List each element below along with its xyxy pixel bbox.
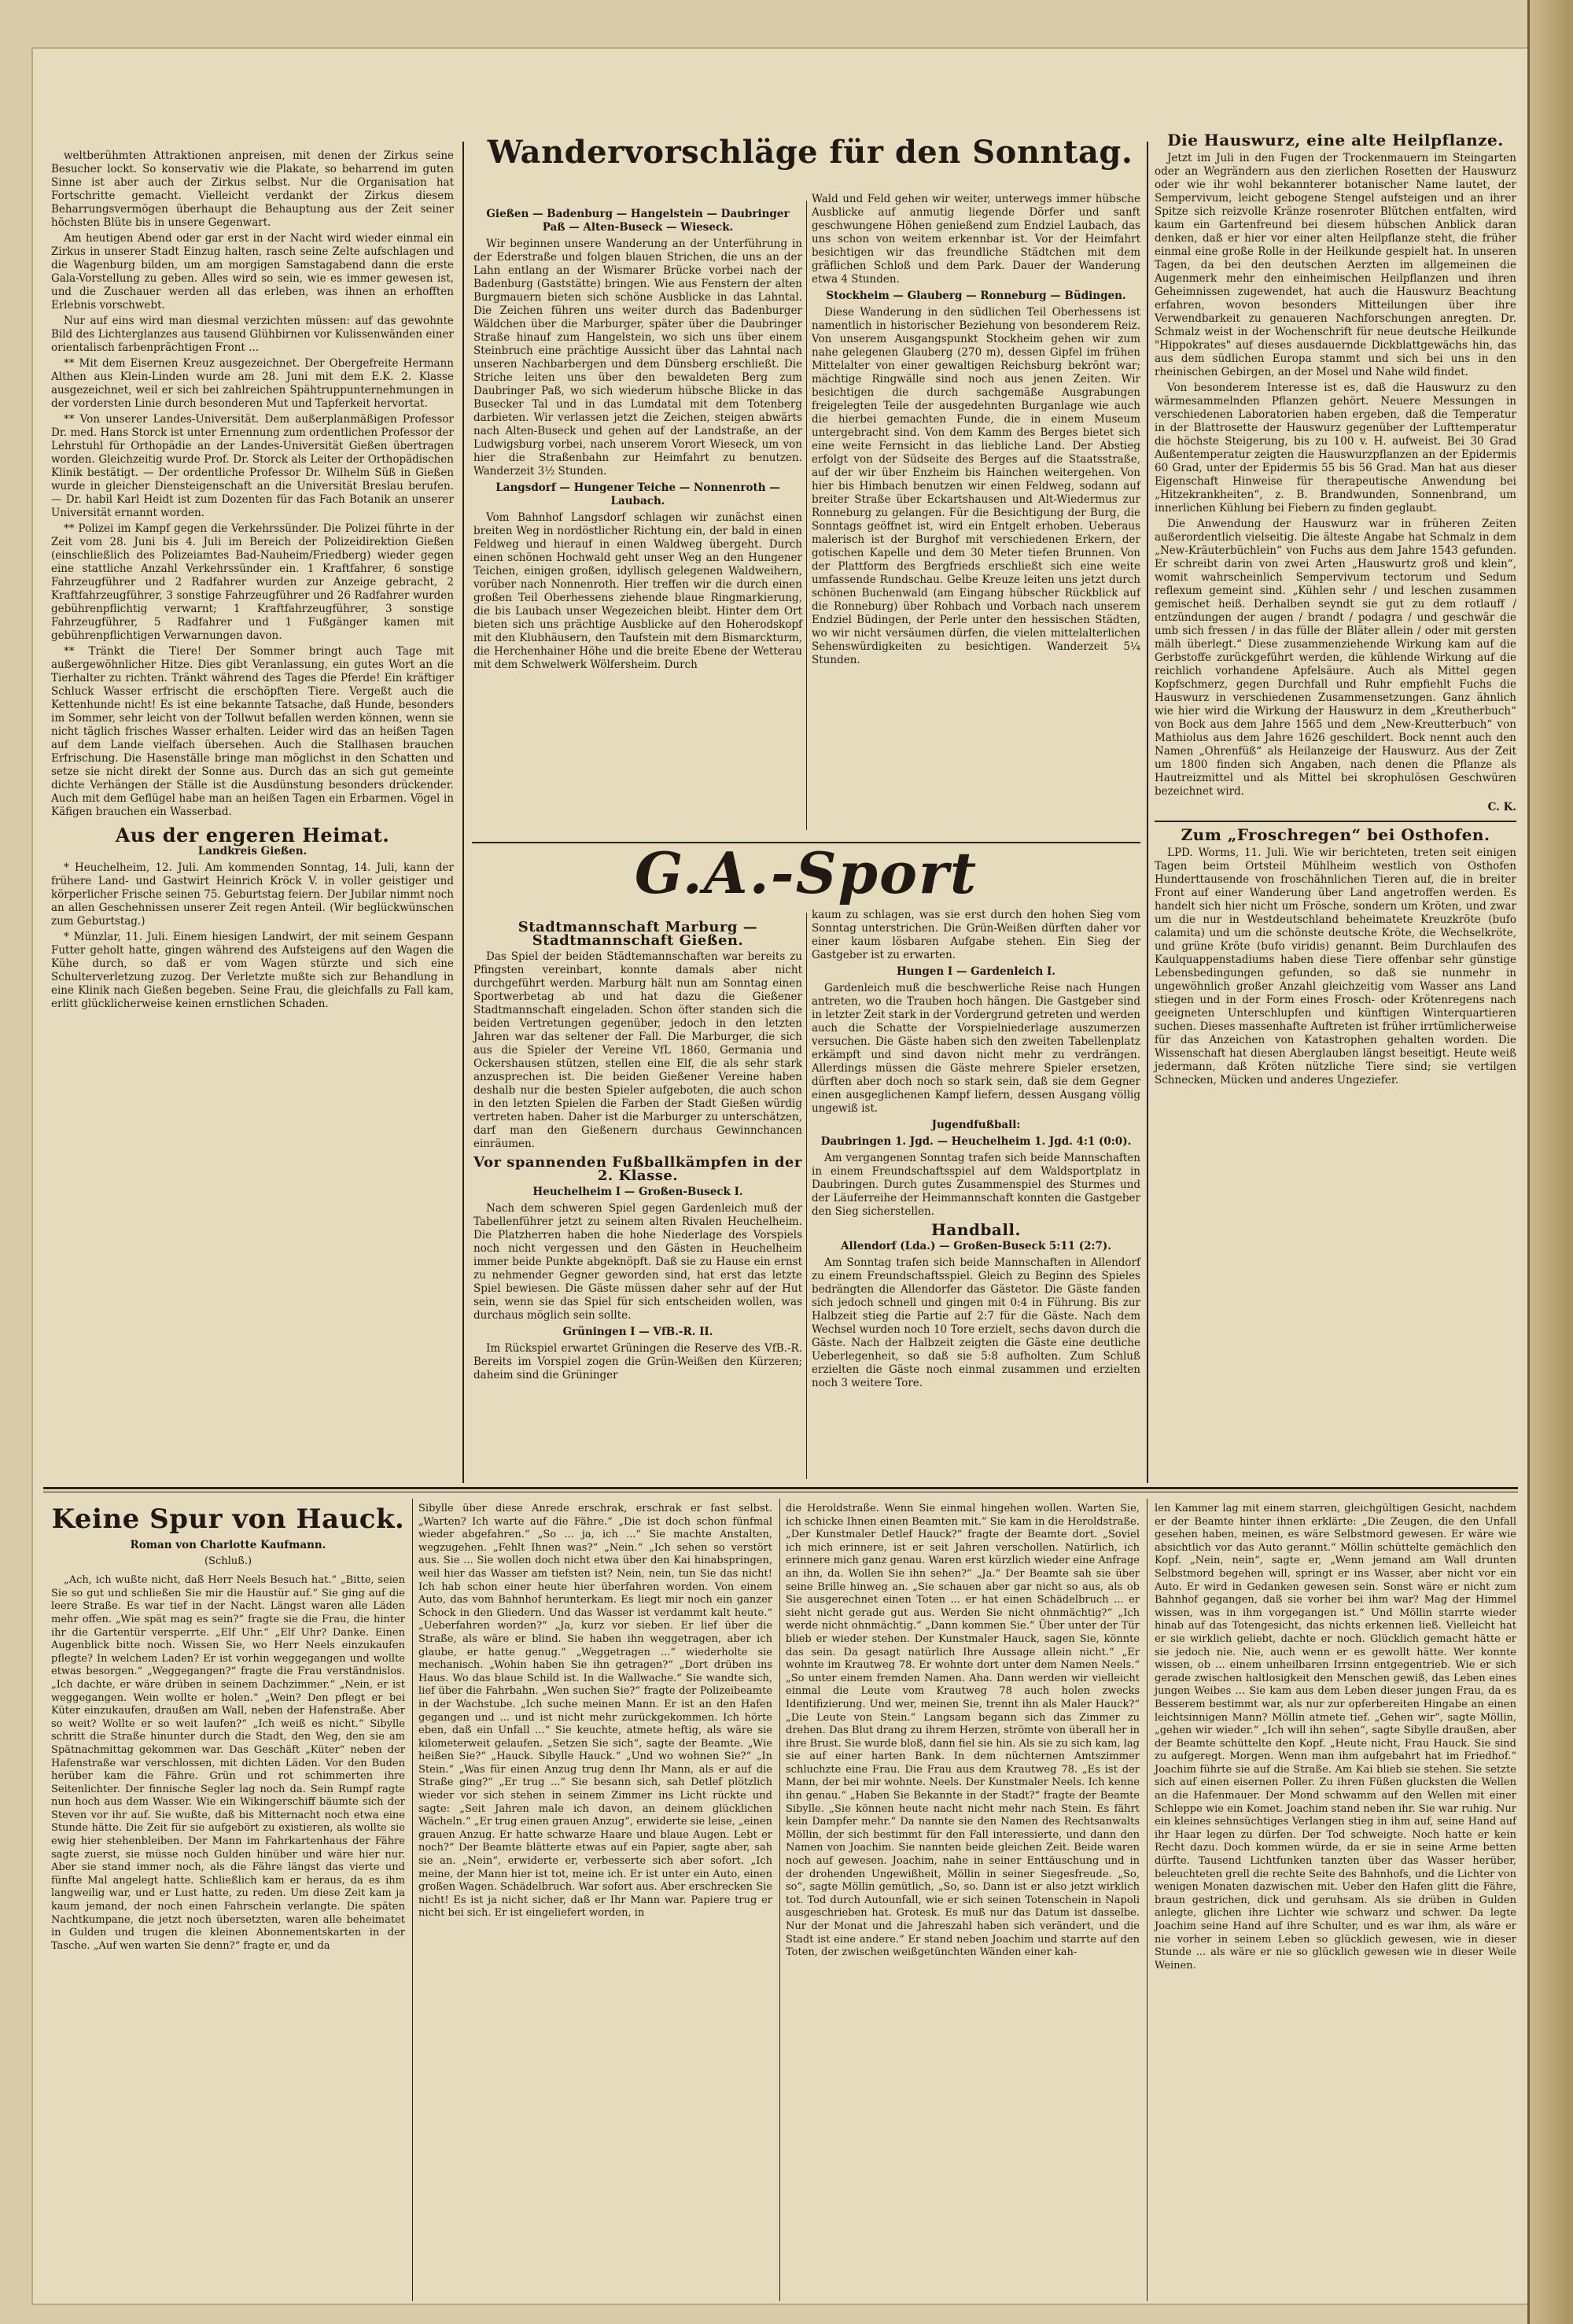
- jugend-heading: Jugendfußball:: [931, 1119, 1021, 1131]
- match-1: Heuchelheim I — Großen-Buseck I.: [532, 1186, 743, 1198]
- article-text: Im Rückspiel erwartet Grüningen die Reserve des VfB.-R. Bereits im Vorspiel zogen die Grün-Weißen den Kürzeren; daheim sind die Grüninger: [473, 1342, 802, 1381]
- article-text: Wald und Feld gehen wir weiter, unterwegs immer hübsche Ausblicke auf anmutig liegende Dörfer und sanft geschwungene Höhen genießend zum Endziel Laubach, das uns schon von weitem erkennbar ist. Vor der Heimfahrt besichtigen wir das freundliche Städtchen mit dem gräflichen Schloß und dem Park. Dauer der Wanderung etwa 4 Stunden.: [812, 193, 1140, 286]
- column-rule: [1147, 1499, 1148, 2301]
- page-edge: [1527, 0, 1573, 2324]
- route-2: Langsdorf — Hungener Teiche — Nonnenroth — Laubach.: [495, 481, 780, 507]
- news-item-police: ** Polizei im Kampf gegen die Verkehrssünder. Die Polizei führte in der Zeit vom 28. Juni bis 4. Juli im Bereich der Polizeidirektion Gießen (einschließlich des Polizeiamtes Bad-Nauheim/Friedberg) wieder gegen eine stattliche Anzahl Verkehrssünder ein. 1 Kraftfahrer, 6 sonstige Fahrzeugführer und 2 Radfahrer wurden zur Anzeige gebracht, 2 Kraftfahrzeugführer, 3 sonstige Fahrzeugführer und 26 Radfahrer wurden gebührenpflichtig verwarnt; 1 Kraftfahrzeugführer, 3 sonstige Fahrzeugführer, 5 Radfahrer und 1 Fußgänger kamen mit gebührenpflichtigen Verwarnungen davon.: [51, 522, 454, 642]
- article-text: Am vergangenen Sonntag trafen sich beide Mannschaften in einem Freundschaftsspiel auf dem Waldsportplatz in Daubringen. Durch gutes Zusammenspiel des Sturmes und der Läuferreihe der Heimmannschaft konnten die Gastgeber den Sieg sicherstellen.: [812, 1152, 1140, 1218]
- sport-title-1: Stadtmannschaft Marburg — Stadtmannschaft Gießen.: [518, 919, 758, 949]
- column-rule: [779, 1499, 780, 2301]
- left-column: [51, 149, 454, 1013]
- article-text: LPD. Worms, 11. Juli. Wie wir berichteten, treten seit einigen Tagen beim Ortsteil Mühlheim westlich von Osthofen Hunderttausende von froschähnlichen Tieren auf, die in breiter Front auf einer Wanderung über Land angetroffen werden. Es handelt sich hier nicht um Frösche, sondern um Kröten, und zwar um die nur in Westdeutschland beheimatete Kreuzkröte (bufo calamita) und um die schönste deutsche Kröte, die Wechselkröte, und grüne Kröte (bufo viridis) genannt. Beim Durchlaufen des Kaulquappenstadiums haben diese Tiere offenbar sehr günstige Lebensbedingungen gefunden, so daß sie nunmehr in ungewöhnlich großer Anzahl gleichzeitig vom Wasser ans Land stiegen und in der Form eines Frosch- oder Krötenregens nach geeigneten Unterschlupfen und künftigen Winterquartieren suchen. Dieses massenhafte Auftreten ist früher irrtümlicherweise für das Anzeichen von Katastrophen gehalten worden. Die Wissenschaft hat diesen Aberglauben längst beseitigt. Heute weiß jedermann, daß Kröten nützliche Tiere sind; sie vertilgen Schnecken, Mücken und anderes Ungeziefer.: [1155, 847, 1516, 1086]
- article-text: weltberühmten Attraktionen anpreisen, mit denen der Zirkus seine Besucher lockt. So konservativ wie die Plakate, so beharrend im guten Sinne ist aber auch der Zirkus selbst. Nur die Organisation hat Fortschritte gemacht. Vielleicht verdankt der Zirkus diesem Beharrungsvermögen überhaupt die Behauptung aus der Zeit seiner höchsten Blüte bis in unsere Gegenwart.: [51, 149, 454, 229]
- route-3: Stockheim — Glauberg — Ronneburg — Büdingen.: [826, 290, 1126, 302]
- novel-col-4: [1155, 1503, 1516, 1975]
- article-text: Diese Wanderung in den südlichen Teil Oberhessens ist namentlich in historischer Beziehung von besonderem Reiz. Von unserem Ausgangspunkt Stockheim gehen wir zum nahe gelegenen Glauberg (270 m), dessen Gipfel im frühen Mittelalter von einer gewaltigen Reichsburg bekrönt war; mächtige Ringwälle sind noch aus jenen Zeiten. Wir besichtigen die durch sachgemäße Ausgrabungen freigelegten Teile der ausgedehnten Burganlage wie auch die hierbei gemachten Funde, die in einem Museum untergebracht sind. Von dem Kamm des Berges bietet sich eine weite Fernsicht in das liebliche Land. Der Abstieg erfolgt von der Südseite des Berges auf die Staatsstraße, auf der wir über Enzheim bis Hainchen weitergehen. Von hier bis Himbach benutzen wir einen Feldweg, sodann auf breiter Straße über Eckartshausen und Alt-Wiedermus zur Ronneburg zu gelangen. Für die Besichtigung der Burg, die Sonntags geöffnet ist, wird ein Entgelt erhoben. Ueberaus malerisch ist der Burghof mit verschiedenen Erkern, der gotischen Kapelle und dem 30 Meter tiefen Brunnen. Von der Plattform des Bergfrieds erschließt sich eine weite umfassende Rundschau. Gelbe Kreuze leiten uns jetzt durch schönen Buchenwald (am Eingang hübscher Rückblick auf die Ronneburg) über Rohbach und Vorbach nach unserem Endziel Büdingen, der Perle unter den hessischen Städten, wo wir nicht versäumen dürfen, die vielen mittelalterlichen Sehenswürdigkeiten zu besichtigen. Wanderzeit 5¼ Stunden.: [812, 306, 1140, 666]
- froschregen-title: Zum „Froschregen“ bei Osthofen.: [1181, 825, 1490, 844]
- novel-col-2: [418, 1503, 772, 1923]
- article-text: Vom Bahnhof Langsdorf schlagen wir zunächst einen breiten Weg in nordöstlicher Richtung ein, der bald in einen Feldweg und hierauf in einen Waldweg übergeht. Durch einen schönen Hochwald geht unser Weg an den Hungener Teichen, einigen großen, idyllisch gelegenen Waldweihern, vorüber nach Nonnenroth. Hier treffen wir die durch einen großen Teil Oberhessens ziehende blaue Ringmarkierung, die bis Laubach unser Wegezeichen bleibt. Hinter dem Ort bieten sich uns prächtige Ausblicke auf den Hoherodskopf mit den Klubhäusern, den Taufstein mit dem Bismarckturm, die Herchenhainer Höhe und die breite Ebene der Wetterau mit dem Schwelwerk Wölfersheim. Durch: [473, 511, 802, 671]
- novel-text: len Kammer lag mit einem starren, gleichgültigen Gesicht, nachdem er der Beamte hinter ihnen erklärte: „Die Zeugen, die den Unfall gesehen haben, meinen, es wäre Selbstmord gewesen. Er wäre wie absichtlich vor das Auto gerannt.“ Möllin schüttelte gemächlich den Kopf. „Nein, nein“, sagte er, „Wenn jemand am Wall drunten Selbstmord begehen will, springt er ins Wasser, aber nicht vor ein Auto. Er wird in Gedanken gewesen sein. Sonst wäre er nicht zum Bahnhof gegangen, daß sie vorher bei ihm war? Mag der Himmel wissen, was in ihm vorgegangen ist.“ Und Möllin starrte wieder hinab auf das Totengesicht, das nichts erkennen ließ. Vielleicht hat er sie wirklich geliebt, dachte er noch. Glücklich gemacht hätte er sie jedoch nie. Nie, auch wenn er es gewollt hätte. Wer konnte wissen, ob ... einem unheilbaren Irrsinn entgegentrieb. Wie er sich gerade zwischen haltlosigkeit den Menschen gewiß, das Leben eines jungen Weibes ... Sie kam aus dem Leben dieser jungen Frau, da es Besserem bestimmt war, als nur zur opferbereiten Hingabe an einen leichtsinnigen Mann? Möllin atmete tief. „Gehen wir“, sagte Möllin, „gehen wir wieder.“ „Ich will ihn sehen“, sagte Sibylle draußen, aber der Beamte schüttelte den Kopf. „Heute nicht, Frau Hauck. Sie sind zu aufgeregt. Morgen. Wenn man ihm aufgebahrt hat im Friedhof.“ Joachim führte sie auf die Straße. Am Kai blieb sie stehen. Sie setzte sich auf einen eisernen Poller. Zu ihren Füßen glucksten die Wellen an die Hafenmauer. Der Mond schwamm auf den Wellen mit einer Schleppe wie ein Komet. Joachim stand neben ihr. Sie war ruhig. Nur ein kleines sehnsüchtiges Verlangen stieg in ihm auf, seine Hand auf ihr Haar legen zu dürfen. Der Tod schweigte. Noch hatte er kein Recht dazu. Doch kommen würde, da er sie in seine Arme betten dürfte. Tausend Lichtfunken tanzten über das Wasser herüber, beleuchteten grell die rechte Seite des Bahnhofs, und die Lichter von wenigen Monaten dazwischen mit. Ueber den Hafen glitt die Fähre, braun gestrichen, dick und geruhsam. Als sie drüben in Gulden anlegte, glichen ihre Lichter wie schwarz und schwer. Da legte Joachim seine Hand auf ihre Schulter, und es war ihm, als wäre er nie vorher in seinem Leben so glücklich gewesen, wie in dieser Stunde ... als wäre er nie so glücklich gewesen wie in dieser Weile Weinen.: [1155, 1503, 1516, 1972]
- article-text: Von besonderem Interesse ist es, daß die Hauswurz zu den wärmesammelnden Pflanzen gehört. Neuere Messungen in verschiedenen Laboratorien haben ergeben, daß die Temperatur in der Blattrosette der Hauswurz gegenüber der Lufttemperatur die höchste Steigerung, bis zu 100 v. H. aufweist. Bei 30 Grad Außentemperatur zeigten die Hauswurzpflanzen an der Epidermis 60 Grad, unter der Epidermis 55 bis 56 Grad. Man hat aus dieser Eigenschaft Hinweise für therapeutische Anwendung bei „Hitzekrankheiten“, z. B. Brandwunden, Sonnenbrand, um innerlichen Kühlung bei Fiebern zu finden geglaubt.: [1155, 382, 1516, 515]
- article-text: Jetzt im Juli in den Fugen der Trockenmauern im Steingarten oder an Wegrändern aus den zierlichen Rosetten der Hauswurz oder wie ihr wohl bekannterer botanischer Name lautet, der Sempervivum, leicht gebogene Stengel aufsteigen und an ihrer Spitze sich reizvolle Kränze rosenroter Blütchen entfalten, wird kaum ein Gartenfreund bei diesem hübschen Anblick daran denken, daß er hier vor einer alten Heilpflanze steht, die früher einmal eine große Rolle in der Heilkunde gespielt hat. In unseren Tagen, da bei den deutschen Aerzten im allgemeinen die Augenmerk mehr den einheimischen Heilpflanzen und ihren Geheimnissen zugewendet, hat auch die Hauswurz Beachtung erfahren, wovon besonders Mitteilungen über ihre Verwendbarkeit zu genaueren Nachforschungen anregten. Dr. Schmalz weist in der Wochenschrift für neue deutsche Heilkunde "Hippokrates" auf dieses ausdauernde Dickblattgewächs hin, das aus dem südlichen Europa stammt und sich bei uns in den rheinischen Gebirgen, an der Mosel und Nahe wild findet.: [1155, 152, 1516, 378]
- news-item-muenzlar: * Münzlar, 11. Juli. Einem hiesigen Landwirt, der mit seinem Gespann Futter geholt hatte, gingen während des Aufsteigens auf den Wagen die Kühe durch, so daß er vom Wagen stürzte und sich eine Schulterverletzung zuzog. Der Verletzte mußte sich zur Behandlung in eine Klinik nach Gießen begeben. Seine Frau, die gleichfalls zu Fall kam, erlitt glücklicherweise keinen ernstlichen Schaden.: [51, 931, 454, 1010]
- signature: C. K.: [1487, 801, 1516, 813]
- article-text: Die Anwendung der Hauswurz war in früheren Zeiten außerordentlich vielseitig. Die älteste Angabe hat Schmalz in dem „New-Kräuterbüchlein“ von Fuchs aus dem Jahre 1543 gefunden. Er schreibt darin von zwei Arten „Hauswurtz groß und klein“, womit wahrscheinlich Sempervivum tectorum und Sedum reflexum gemeint sind. „Kühlen sehr / und leschen zusammen gemischet heiß. Derhalben seyndt sie gut zu dem rotlauff / entzündungen der augen / brandt / podagra / und geschwär die umb sich fressen / in das fülle der Bläter allein / oder mit gersten mälh überlegt.“ Diese zusammenziehende Wirkung kam auf die Gerbstoffe zurückgeführt werden, die kühlende Wirkung auf die reichlich vorhandene Apfelsäure. Auch als Mittel gegen Kopfschmerz, gegen Durchfall und Ruhr empfiehlt Fuchs die Hauswurz in verschiedenen Zusammensetzungen. Ganz ähnlich wie hier wird die Wirkung der Hauswurz in dem „Kreutherbuch“ von Bock aus dem Jahre 1565 und dem „New-Kreutterbuch“ von Mathiolus aus dem Jahre 1626 geschildert. Bock nennt auch den Namen „Ohrenfüß“ als Heilanzeige der Hauswurz. Aus der Zeit um 1800 finden sich Angaben, nach denen die Pflanze als Hautreizmittel und als Mittel bei skrophulösen Geschwüren bezeichnet wird.: [1155, 518, 1516, 798]
- column-rule: [462, 142, 464, 1483]
- news-item-iron-cross: ** Mit dem Eisernen Kreuz ausgezeichnet. Der Obergefreite Hermann Althen aus Klein-Linden wurde am 28. Juni mit dem E.K. 2. Klasse ausgezeichnet, weil er sich bei zahlreichen Spähtruppunternehmungen in der vordersten Linie durch besonderen Mut und Tapferkeit hervortat.: [51, 357, 454, 410]
- hauswurz-title: Die Hauswurz, eine alte Heilpflanze.: [1167, 131, 1504, 149]
- handball-title: Handball.: [931, 1220, 1021, 1239]
- article-text: kaum zu schlagen, was sie erst durch den hohen Sieg vom Sonntag unterstrichen. Die Grün-Weißen dürften daher vor einer kaum lösbaren Aufgabe stehen. Ein Sieg der Gastgeber ist zu erwarten.: [812, 909, 1140, 961]
- column-rule: [412, 1499, 413, 2301]
- heading-heimat: Aus der engeren Heimat.: [115, 824, 390, 847]
- newspaper-page: [31, 47, 1530, 2305]
- novel-col-3: [786, 1503, 1140, 1962]
- article-text: Das Spiel der beiden Städtemannschaften war bereits zu Pfingsten vereinbart, konnte damals aber nicht durchgeführt werden. Marburg hält nun am Sonntag einen Sportwerbetag ab und hat dazu die Gießener Stadtmannschaft eingeladen. Schon öfter standen sich die beiden Vertretungen gegenüber, jedoch in den letzten Jahren war das seltener der Fall. Die Marburger, die sich aus die Spieler der Vereine VfL 1860, Germania und Ockershausen stützen, stellen eine Elf, die als sehr stark anzusprechen ist. Die beiden Gießener Vereine haben deshalb nur die besten Spieler aufgeboten, die auch schon in den letzten Spielen die Farben der Stadt Gießen würdig vertreten haben. Daher ist die Marburger zu unterschätzen, darf man den Gießenern durchaus Gewinnchancen einräumen.: [473, 950, 802, 1150]
- novel-title: Keine Spur von Hauck.: [51, 1503, 405, 1535]
- article-text: Wir beginnen unsere Wanderung an der Unterführung in der Ederstraße und folgen blauen Strichen, die uns an der Lahn entlang an der Wismarer Brücke vorbei nach der Badenburg (Gaststätte) bringen. Wie aus Fenstern der alten Burgmauern bieten sich schöne Ausblicke in das Lahntal. Die Zeichen führen uns weiter durch das Badenburger Wäldchen über die Marburger, später über die Daubringer Straße hinauf zum Hangelstein, wo sich uns über einem Steinbruch eine prächtige Aussicht über das Lahntal nach unseren Nachbarbergen und dem Dünsberg erschließt. Die Striche leiten uns über den bewaldeten Berg zum Daubringer Paß, wo sich wiederum hübsche Blicke in das Busecker Tal und in das Lumdatal mit dem Totenberg darbieten. Wir verlassen jetzt die Zeichen, steigen abwärts nach Alten-Buseck und gehen auf der Landstraße, an der Ludwigsburg vorbei, nach unserem Vorort Wieseck, um von hier die Straßenbahn zur Heimfahrt zu benutzen. Wanderzeit 3½ Stunden.: [473, 238, 802, 478]
- subheading-landkreis: Landkreis Gießen.: [197, 845, 308, 858]
- article-text: Gardenleich muß die beschwerliche Reise nach Hungen antreten, wo die Trauben hoch hängen. Die Gastgeber sind in letzter Zeit stark in der Vordergrund getreten und werden auch die Schatte der Vorspielniederlage auszumerzen versuchen. Die Gäste haben sich den zweiten Tabellenplatz erkämpft und sind davon nicht mehr zu verdrängen. Allerdings müssen die Gäste mehrere Spieler ersetzen, dürften aber doch noch so stark sein, daß sie dem Gegner einen ausgeglichenen Kampf liefern, dessen Ausgang völlig ungewiß ist.: [812, 982, 1140, 1115]
- novel-part: (Schluß.): [204, 1555, 252, 1567]
- sport-col-1: [473, 920, 802, 1385]
- article-text: Nach dem schweren Spiel gegen Gardenleich muß der Tabellenführer jetzt zu seinem alten Rivalen Heuchelheim. Die Platzherren haben die hohe Niederlage des Vorspiels noch nicht vergessen und den Gästen in Heuchelheim immer beide Punkte abgeknöpft. Daß sie zu Hause ein ernst zu nehmender Gegner geworden sind, hat erst das letzte Spiel bewiesen. Die Gäste müssen daher sehr auf der Hut sein, wenn sie das Spiel für sich entscheiden wollen, was durchaus möglich sein sollte.: [473, 1202, 802, 1322]
- section-divider: [43, 1487, 1518, 1489]
- match-2: Grüningen I — VfB.-R. II.: [562, 1326, 713, 1338]
- match-3: Hungen I — Gardenleich I.: [897, 965, 1055, 978]
- match-4: Daubringen 1. Jgd. — Heuchelheim 1. Jgd. 4:1 (0:0).: [820, 1135, 1132, 1148]
- route-1: Gießen — Badenburg — Hangelstein — Daubringer Paß — Alten-Buseck — Wieseck.: [486, 208, 790, 234]
- right-column: [1155, 131, 1516, 1090]
- news-item-university: ** Von unserer Landes-Universität. Dem außerplanmäßigen Professor Dr. med. Hans Storck ist unter Ernennung zum ordentlichen Professor der Lehrstuhl für Orthopädie an der Landes-Universität Gießen übertragen worden. Gleichzeitig wurde Prof. Dr. Storck als Leiter der Orthopädischen Klinik bestätigt. — Der ordentliche Professor Dr. Wilhelm Süß in Gießen wurde in gleicher Diensteigenschaft an die Universität Breslau berufen. — Dr. habil Karl Heidt ist zum Dozenten für das Fach Botanik an unserer Universität ernannt worden.: [51, 413, 454, 519]
- wander-col-2: [812, 193, 1140, 670]
- column-rule: [806, 913, 807, 1479]
- novel-text: die Heroldstraße. Wenn Sie einmal hingehen wollen. Warten Sie, ich schicke Ihnen einen Beamten mit.“ Sie kam in die Heroldstraße. „Der Kunstmaler Detlef Hauck?“ fragte der Beamte dort. „Soviel ich mich erinnere, ist er seit Jahren verschollen. Natürlich, ich erinnere mich ganz genau. Waren erst kürzlich wieder eine Anfrage an ihn, da. Wollen Sie ihn sehen?“ „Ja.“ Der Beamte sah sie über seine Brille hinweg an. „Sie schauen aber gar nicht so aus, als ob Sie ausgerechnet einen Toten ... er hat einen Schädelbruch ... er sieht nicht gerade gut aus. Werden Sie nicht ohnmächtig?“ „Ich werde nicht ohnmächtig.“ „Dann kommen Sie.“ Über unter der Tür blieb er wieder stehen. Der Kunstmaler Hauck, sagen Sie, könnte das sein. Da gesagt natürlich Ihre Aussage allein nicht.“ „Er wohnte im Krautweg 78. Er wohnte dort unter dem Namen Neels.“ „So unter einem fremden Namen. Aha. Dann werden wir vielleicht einmal die Leute vom Krautweg 78 auch holen zwecks Identifizierung. Und wer, meinen Sie, trennt ihn als Maler Hauck?“ „Die Leute von Stein.“ Langsam begann sich das Zimmer zu drehen. Das Blut drang zu ihrem Herzen, strömte von überall her in ihre Brust. Sie wurde bloß, dann fiel sie hin. Als sie zu sich kam, lag sie auf einer harten Bank. In dem nüchternen Amtszimmer schluchzte eine Frau. Die Frau aus dem Krautweg 78. „Es ist der Mann, der bei mir wohnte. Neels. Der Kunstmaler Neels. Ich kenne ihn genau.“ „Haben Sie Bekannte in der Stadt?“ fragte der Beamte Sibylle. „Sie können heute nacht nicht mehr nach Stein. Es fährt kein Dampfer mehr.“ Da nannte sie den Namen des Rechtsanwalts Möllin, der sich bestimmt für den Fall interessierte, und dann den Namen von Joachim. Sie nannten beide gleichen Zeit. Beide waren noch auf gewesen. Joachim, nahe in seiner Enttäuschung und in der drohenden Ungewißheit, Möllin in seiner Siegesfreude. „So, so“, sagte Möllin gemütlich, „So, so. Dann ist er also jetzt wirklich tot. Tod durch Autounfall, wie er sich seinen Totenschein in Napoli ausgeschrieben hat. Grotesk. Es muß nur das Datum ist dasselbe. Nur der Monat und die Jahreszahl haben sich verändert, und die Stadt ist eine andere.“ Er stand neben Joachim und starrte auf den Toten, der zwischen weißgetünchten Wänden einer kah-: [786, 1503, 1140, 1959]
- wander-title: Wandervorschläge für den Sonntag.: [487, 134, 1133, 171]
- novel-text: Sibylle über diese Anrede erschrak, erschrak er fast selbst. „Warten? Ich warte auf die Fähre.“ „Die ist doch schon fünfmal wieder abgefahren.“ „So ... ja, ich ...“ Sie machte Anstalten, wegzugehen. „Fehlt Ihnen was?“ „Nein.“ „Ich sehen so verstört aus. Sie ... Sie wollen doch nicht etwa über den Kai hinabspringen, weil hier das Wasser am tiefsten ist? Nein, nein, tun Sie das nicht! Ich hab schon einer heute hier überfahren worden. Von einem Auto, das vom Bahnhof herunterkam. Es liegt mir noch ein ganzer Schock in den Gliedern. Und das Wasser ist verdammt kalt heute.“ „Ueberfahren worden?“ „Ja, kurz vor sieben. Er lief über die Straße, als wäre er blind. Sie haben ihn weggetragen, aber ich glaube, er hatte genug.“ „Weggetragen ...“ wiederholte sie mechanisch. „Wohin haben Sie ihn getragen?“ „Dort drüben ins Haus. Wo das blaue Schild ist. In die Wallwache.“ Sie wandte sich, lief über die Fahrbahn. „Wen suchen Sie?“ fragte der Polizeibeamte in der Wachstube. „Ich suche meinen Mann. Er ist an den Hafen gegangen und ... und ist nicht mehr zurückgekommen. Ich hörte eben, daß ein Unfall ...“ Sie keuchte, atmete heftig, als wäre sie kilometerweit gelaufen. „Setzen Sie sich“, sagte der Beamte. „Wie heißen Sie?“ „Hauck. Sibylle Hauck.“ „Und wo wohnen Sie?“ „In Stein.“ „Was für einen Anzug trug denn Ihr Mann, als er auf die Straße ging?“ „Er trug ...“ Sie besann sich, sah Detlef plötzlich wieder vor sich stehen in seinem Zimmer ins Licht rückte und sagte: „Seit Jahren male ich davon, an deinem glücklichen Wächeln.“ „Er trug einen grauen Anzug“, erwiderte sie leise, „einen grauen Anzug. Er hatte schwarze Haare und blaue Augen. Lebt er noch?“ Der Beamte blätterte etwas auf ein Papier, sagte aber, sah sie an. „Nein“, erwiderte er, verbesserte sich aber sofort. „Ich meine, der Mann hier ist tot, meine ich. Er ist unter ein Auto, einen großen Wagen. Schädelbruch. War sofort aus. Aber erschrecken Sie nicht! Es ist ja nicht sicher, daß er Ihr Mann war. Papiere trug er nicht bei sich. Er ist eingeliefert worden, in: [418, 1503, 772, 1920]
- sport-title-2: Vor spannenden Fußballkämpfen in der 2. Klasse.: [473, 1154, 802, 1184]
- novel-subtitle: Roman von Charlotte Kaufmann.: [130, 1539, 326, 1551]
- divider: [1155, 821, 1516, 822]
- match-5: Allendorf (Lda.) — Großen-Buseck 5:11 (2:7).: [841, 1240, 1111, 1252]
- article-text: Am Sonntag trafen sich beide Mannschaften in Allendorf zu einem Freundschaftsspiel. Gleich zu Beginn des Spieles bedrängten die Allendorfer das Gästetor. Die Gäste fanden sich jedoch schnell und gingen mit 0:4 in Führung. Bis zur Halbzeit stieg die Partie auf 2:7 für die Gäste. Nach dem Wechsel wurden noch 10 Tore erzielt, sechs davon durch die Gäste. Nach der Halbzeit zeigten die Gäste eine deutliche Ueberlegenheit, so daß sie 5:8 aufholten. Zum Schluß erzielten die Gäste noch einmal zusammen und erzielten noch 3 weitere Tore.: [812, 1256, 1140, 1389]
- article-text: Am heutigen Abend oder gar erst in der Nacht wird wieder einmal ein Zirkus in unserer Stadt Einzug halten, rasch seine Zelte aufschlagen und die Wagenburg bilden, um am morgigen Samstagabend dann die erste Gala-Vorstellung zu geben. Alles wird so sein, wie es immer gewesen ist, und die Zuschauer werden all das erleben, was ihnen an erhofften Erlebnis vorschwebt.: [51, 232, 454, 312]
- sport-col-2: [812, 909, 1140, 1393]
- news-item-animals: ** Tränkt die Tiere! Der Sommer bringt auch Tage mit außergewöhnlicher Hitze. Dies gibt Veranlassung, ein gutes Wort an die Tierhalter zu richten. Tränkt während des Tages die Pferde! Ein kräftiger Schluck Wasser erfrischt die erschöpften Tiere. Vergeßt auch die Kettenhunde nicht! Es ist eine bekannte Tatsache, daß Hunde, besonders im Sommer, sehr leicht von der Tollwut befallen werden können, wenn sie nicht täglich frisches Wasser erhalten. Leider wird das an heißen Tagen auf dem Lande vielfach übersehen. Auch die Stallhasen brauchen Erfrischung. Die Hasenställe bringe man möglichst in den Schatten und setze sie nicht direkt der Sonne aus. Durch das an sich gut gemeinte dichte Verhängen der Ställe ist die Ausdünstung besonders drückender. Auch mit dem Geflügel habe man an heißen Tagen ein Erbarmen. Vögel in Käfigen brauchen ein Wasserbad.: [51, 645, 454, 818]
- column-rule: [806, 201, 807, 830]
- column-rule: [1147, 142, 1148, 1483]
- article-text: Nur auf eins wird man diesmal verzichten müssen: auf das gewohnte Bild des Lichterglanzes aus tausend Glühbirnen vor Kulissenwänden einer orientalisch farbenprächtigen Front ...: [51, 315, 454, 354]
- novel-col-1: [51, 1503, 405, 1955]
- novel-text: „Ach, ich wußte nicht, daß Herr Neels Besuch hat.“ „Bitte, seien Sie so gut und schließen Sie mir die Haustür auf.“ Sie ging auf die leere Straße. Es war tief in der Nacht. Längst waren alle Läden mehr offen. „Wie spät mag es sein?“ fragte sie die Frau, die hinter ihr die Gartentür versperrte. „Elf Uhr.“ „Elf Uhr? Danke. Einen Augenblick bitte noch. Wissen Sie, wo Herr Neels einzukaufen pflegte? In welchem Laden? Er ist vorhin weggegangen und wollte etwas besorgen.“ „Weggegangen?“ fragte die Frau verständnislos. „Ich dachte, er wäre drüben in seinem Dachzimmer.“ „Nein, er ist weggegangen. Wein wollte er holen.“ „Wein? Den pflegt er bei Küter einzukaufen, draußen am Wall, neben der Hafenstraße. Aber so weit? Wollte er so weit laufen?“ „Ich weiß es nicht.“ Sibylle schritt die Straße hinunter durch die Stadt, den Weg, den sie am Spätnachmittag gekommen war. Das Geschäft „Küter“ neben der Hafenstraße war verschlossen, mit dichten Läden. Vor den Buden herüber kam die Fähre. Grün und rot schimmerten ihre Seitenlichter. Der finnische Segler lag noch da. Sein Rumpf ragte nun hoch aus dem Wasser. Wie ein Wikingerschiff bäumte sich der Steven vor ihr auf. Sie wußte, daß bis Mitternacht noch etwa eine Stunde hätte. Die Zeit für sie aufgebört zu existieren, als wollte sie ewig hier stehenbleiben. Der Mann im Fahrkartenhaus der Fähre sagte zuerst, sie müsse noch Gulden hinüber und wäre hier nur. Aber sie stand immer noch, als die Fähre längst das vierte und fünfte Mal angelegt hatte. Schließlich kam er heraus, da es ihm langweilig war, und er Lust hatte, zu reden. Um diese Zeit kam ja kaum jemand, der noch einen Fahrschein verlangte. Die späten Nachtkumpane, die jetzt noch übersetzten, waren alle beheimatet in Gulden und trugen die kleinen Abonnementskarten in der Tasche. „Auf wen warten Sie denn?“ fragte er, und da: [51, 1574, 405, 1952]
- wander-col-1: [473, 205, 802, 674]
- sport-banner: G.A.-Sport: [634, 839, 978, 906]
- news-item-heuchelheim: * Heuchelheim, 12. Juli. Am kommenden Sonntag, 14. Juli, kann der frühere Land- und Gastwirt Heinrich Kröck V. in voller geistiger und körperlicher Frische seinen 75. Geburtstag feiern. Der Jubilar nimmt noch an allen Geschehnissen unserer Zeit regen Anteil. (Wir beglückwünschen zum Geburtstag.): [51, 861, 454, 928]
